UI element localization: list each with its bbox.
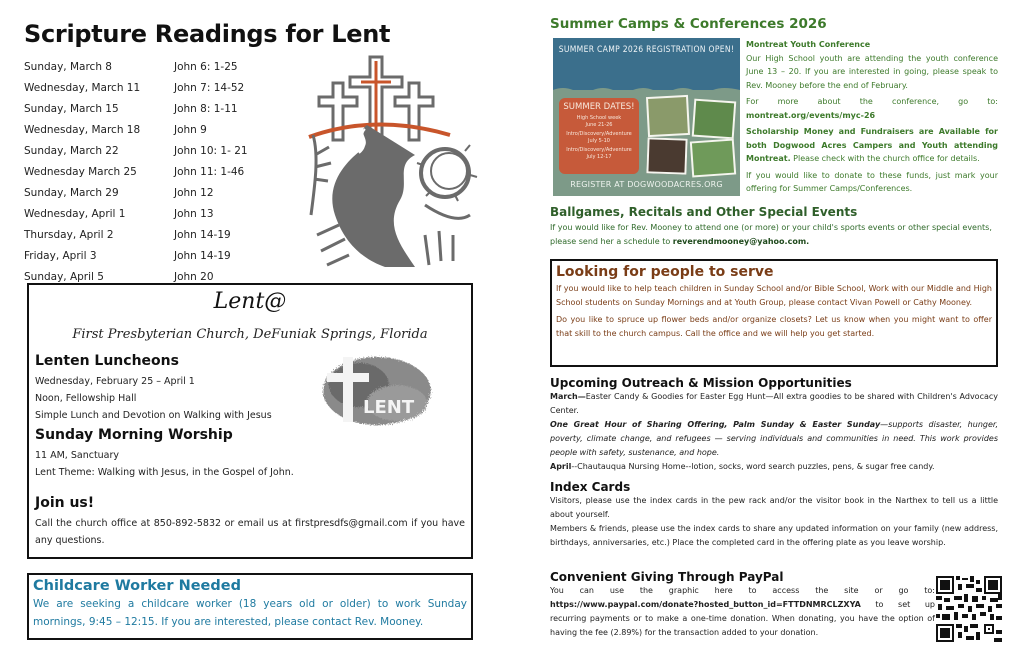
childcare-box (27, 573, 473, 640)
scholarship-text: Please check with the church office for details. (793, 154, 980, 163)
reading-date: Wednesday, March 11 (24, 81, 141, 94)
lent-events-box (27, 283, 473, 559)
ballgames-text-wrap (550, 221, 998, 249)
summer-dates-heading: SUMMER DATES! (563, 102, 635, 112)
date-line: July 12-17 (586, 153, 612, 160)
reading-date: Sunday, March 8 (24, 60, 112, 73)
outreach-heading: Upcoming Outreach & Mission Opportunities (550, 376, 852, 390)
ogh-text: —supports disaster, hunger, poverty, climate change, and refugees — serving individuals and communities in need. This work provides people with safety, sustenance, and hope. (550, 420, 998, 457)
sunday-worship-heading: Sunday Morning Worship (35, 427, 233, 443)
svg-text:LENT: LENT (363, 397, 415, 418)
march-text: Easter Candy & Goodies for Easter Egg Hunt—All extra goodies to be shared with Children's Advocacy Center. (550, 392, 998, 415)
reading-date: Wednesday, March 18 (24, 123, 141, 136)
reading-passage: John 9 (174, 123, 207, 136)
reading-row (24, 77, 284, 98)
luncheon-dates: Wednesday, February 25 – April 1 (35, 376, 195, 387)
camp-photos (645, 96, 737, 176)
outreach-march (550, 390, 998, 418)
montreat-link[interactable]: montreat.org/events/myc-26 (746, 110, 876, 120)
worship-time-location: 11 AM, Sanctuary (35, 450, 120, 461)
lent-title: Lent@ (213, 289, 287, 314)
camp-photo (646, 137, 687, 174)
summer-camp-flyer (553, 38, 740, 196)
church-name: First Presbyterian Church, DeFuniak Springs, Florida (72, 327, 428, 342)
paypal-text: to set up recurring payments or to make a one-time donation. When donating, you have the option of having the fee (2.89%) for the transaction added to your donation. (550, 600, 935, 637)
ballgames-section (550, 205, 998, 249)
scholarship-section (746, 125, 998, 166)
camp-photo (646, 95, 690, 137)
reading-row (24, 224, 284, 245)
reading-date: Sunday, March 22 (24, 144, 119, 157)
right-page (512, 0, 1024, 662)
three-crosses-path-crown-of-thorns-icon (305, 55, 480, 270)
montreat-text: Our High School youth are attending the youth conference June 13 – 20. If you are interested in going, please speak to Rev. Mooney before the end of February. (746, 53, 998, 90)
reading-date: Wednesday, April 1 (24, 207, 126, 220)
reading-passage: John 14-19 (174, 249, 231, 262)
paypal-intro: You can use the graphic here to access the site or go to: (550, 586, 935, 595)
april-text: --Chautauqua Nursing Home--lotion, socks, word search puzzles, pens, & sugar free candy. (571, 462, 935, 471)
paypal-body (550, 598, 935, 640)
worship-theme: Lent Theme: Walking with Jesus, in the Gospel of John. (35, 467, 294, 478)
donate-text: If you would like to donate to these funds, just mark your offering for Summer Camps/Conferences. (746, 170, 998, 193)
ballgames-text: If you would like for Rev. Mooney to attend one (or more) or your child's sports events or other special events, please send her a schedule to (550, 223, 992, 246)
serve-heading: Looking for people to serve (556, 264, 774, 280)
paypal-url-link[interactable]: https://www.paypal.com/donate?hosted_button_id=FTTDNMRCLZXYA (550, 600, 861, 609)
reading-passage: John 13 (174, 207, 214, 220)
summer-dates-box (559, 98, 639, 174)
reading-date: Sunday, March 15 (24, 102, 119, 115)
date-line: Intro/Discovery/Adventure (566, 131, 632, 137)
reading-row (24, 161, 284, 182)
reading-row (24, 182, 284, 203)
join-us-text: Call the church office at 850-892-5832 or email us at firstpresdfs@gmail.com if you have any questions. (35, 518, 465, 546)
readings-list (24, 56, 284, 287)
sunday-worship-section (35, 427, 465, 481)
reading-row (24, 203, 284, 224)
date-line: Intro/Discovery/Adventure (566, 147, 632, 153)
paypal-heading: Convenient Giving Through PayPal (550, 570, 784, 584)
scripture-title: Scripture Readings for Lent (24, 20, 391, 48)
serve-para-2: Do you like to spruce up flower beds and/or organize closets? Let us know when you might want to offer that skill to the church campus. Call the office and we will help you get started. (556, 315, 992, 338)
wave-divider (553, 86, 740, 94)
outreach-april (550, 460, 998, 474)
join-us-section (35, 495, 465, 549)
ogh-label: One Great Hour of Sharing Offering, Palm Sunday & Easter Sunday (550, 420, 881, 429)
index-cards-section (550, 480, 998, 550)
reading-date: Sunday, March 29 (24, 186, 119, 199)
luncheon-description: Simple Lunch and Devotion on Walking with Jesus (35, 410, 272, 421)
serve-para-1: If you would like to help teach children in Sunday School and/or Bible School, Work with our Middle and High School students on Sunday Mornings and at Youth Group, please contact Vivan Powell or Cathy Mooney. (556, 284, 992, 307)
reading-passage: John 10: 1- 21 (174, 144, 248, 157)
summer-camps-title: Summer Camps & Conferences 2026 (550, 16, 827, 32)
index-cards-para-2: Members & friends, please use the index cards to share any updated information on your family (new address, birthdays, anniversaries, etc.) Place the completed card in the offering plate as you leave worship. (550, 524, 998, 547)
reading-date: Friday, April 3 (24, 249, 97, 262)
reading-row (24, 119, 284, 140)
reading-passage: John 7: 14-52 (174, 81, 245, 94)
reading-date: Wednesday March 25 (24, 165, 137, 178)
ash-cross-lent-image (319, 349, 434, 435)
mooney-email-link[interactable]: reverendmooney@yahoo.com. (672, 237, 810, 246)
scholarship-bold: Scholarship Money and Fundraisers are Available for both Dogwood Acres Campers and Youth attending Montreat. (746, 127, 998, 163)
reading-row (24, 140, 284, 161)
reading-passage: John 11: 1-46 (174, 165, 245, 178)
camp-photo (692, 99, 737, 140)
paypal-section (550, 570, 935, 640)
reading-row (24, 56, 284, 77)
reading-passage: John 20 (174, 270, 214, 283)
ballgames-heading: Ballgames, Recitals and Other Special Events (550, 205, 858, 219)
qr-code-icon[interactable] (936, 576, 1002, 642)
reading-passage: John 6: 1-25 (174, 60, 238, 73)
reading-row (24, 245, 284, 266)
date-line: July 5-10 (588, 137, 610, 144)
date-line: High School week (576, 115, 622, 121)
reading-passage: John 14-19 (174, 228, 231, 241)
camp-photo (690, 139, 736, 178)
reading-date: Thursday, April 2 (24, 228, 114, 241)
montreat-heading: Montreat Youth Conference (746, 40, 871, 49)
childcare-title: Childcare Worker Needed (33, 578, 241, 594)
reading-passage: John 8: 1-11 (174, 102, 238, 115)
childcare-text: We are seeking a childcare worker (18 years old or older) to work Sunday mornings, 9:45 – 12:15. If you are interested, please contact Rev. Mooney. (33, 598, 467, 628)
reading-row (24, 98, 284, 119)
date-line: June 21-26 (585, 121, 613, 128)
outreach-ogh (550, 418, 998, 460)
index-cards-heading: Index Cards (550, 480, 631, 494)
reading-passage: John 12 (174, 186, 214, 199)
march-label: March— (550, 392, 586, 401)
montreat-more-info: For more about the conference, go to: (746, 97, 998, 106)
reading-date: Sunday, April 5 (24, 270, 104, 283)
flyer-register: REGISTER AT DOGWOODACRES.ORG (570, 180, 723, 189)
luncheon-location: Noon, Fellowship Hall (35, 393, 137, 404)
april-label: April (550, 462, 572, 471)
outreach-section (550, 376, 998, 474)
join-us-heading: Join us! (35, 495, 95, 511)
montreat-section (746, 38, 998, 199)
lenten-luncheons-heading: Lenten Luncheons (35, 353, 179, 369)
flyer-banner: SUMMER CAMP 2026 REGISTRATION OPEN! (558, 45, 735, 55)
serve-box (550, 259, 998, 367)
index-cards-para-1: Visitors, please use the index cards in the pew rack and/or the visitor book in the Narthex to tell us a little about yourself. (550, 496, 998, 519)
